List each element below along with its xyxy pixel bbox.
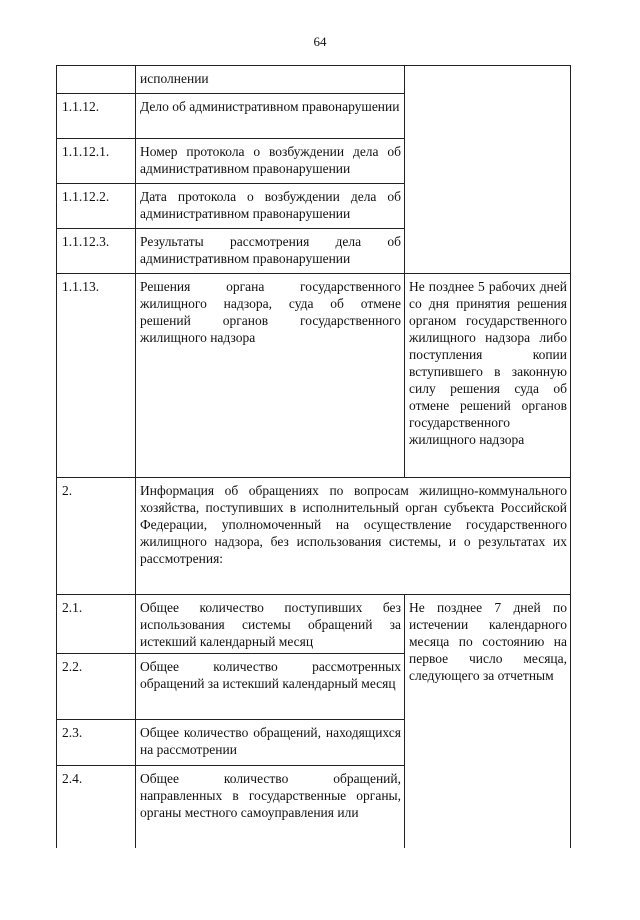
row-number: 1.1.12.1. — [57, 139, 136, 184]
row-text: Номер протокола о возбуждении дела об административном правонарушении — [136, 139, 405, 184]
row-text: Информация об обращениях по вопросам жилищно-коммунального хозяйства, поступивших в исполнительный орган субъекта Российской Федерации, уполномоченный на осуществление государственного жилищного надзора, без использования системы, и о результатах их рассмотрения: — [136, 478, 571, 595]
row-number: 2. — [57, 478, 136, 595]
row-number: 2.4. — [57, 766, 136, 848]
row-deadline: Не позднее 5 рабочих дней со дня принятия решения органом государственного жилищного надзора либо поступления копии вступившего в законную силу решения суда об отмене решений органов государственного жилищного надзора — [405, 274, 571, 478]
row-number: 1.1.12.2. — [57, 184, 136, 229]
table-row — [57, 66, 571, 94]
row-text: Общее количество поступивших без использования системы обращений за истекший календарный месяц — [136, 595, 405, 654]
row-text — [136, 94, 405, 139]
table-row — [57, 478, 571, 595]
row-text: Дата протокола о возбуждении дела об административном правонарушении — [136, 184, 405, 229]
page-number: 64 — [313, 34, 327, 49]
row-number: 1.1.12. — [57, 94, 136, 139]
row-text: Общее количество обращений, направленных в государственные органы, органы местного самоуправления или — [136, 766, 405, 848]
table-row — [57, 595, 571, 654]
row-text-content: Дело об административном правонарушении — [140, 99, 400, 114]
row-text: Результаты рассмотрения дела об административном правонарушении — [136, 229, 405, 274]
row-number: 1.1.12.3. — [57, 229, 136, 274]
row-deadline: Не позднее 7 дней по истечении календарного месяца по состоянию на первое число месяца, следующего за отчетным — [405, 595, 571, 848]
row-number — [57, 66, 136, 94]
row-number: 2.1. — [57, 595, 136, 654]
table-row — [57, 274, 571, 478]
row-text: Решения органа государственного жилищного надзора, суда об отмене решений органов государственного жилищного надзора — [136, 274, 405, 478]
row-text: исполнении — [136, 66, 405, 94]
row-number: 1.1.13. — [57, 274, 136, 478]
deadline-cell-empty — [405, 66, 571, 274]
document-table — [56, 65, 571, 848]
row-number: 2.3. — [57, 720, 136, 766]
row-text: Общее количество рассмотренных обращений за истекший календарный месяц — [136, 654, 405, 720]
row-text: Общее количество обращений, находящихся на рассмотрении — [136, 720, 405, 766]
row-number: 2.2. — [57, 654, 136, 720]
